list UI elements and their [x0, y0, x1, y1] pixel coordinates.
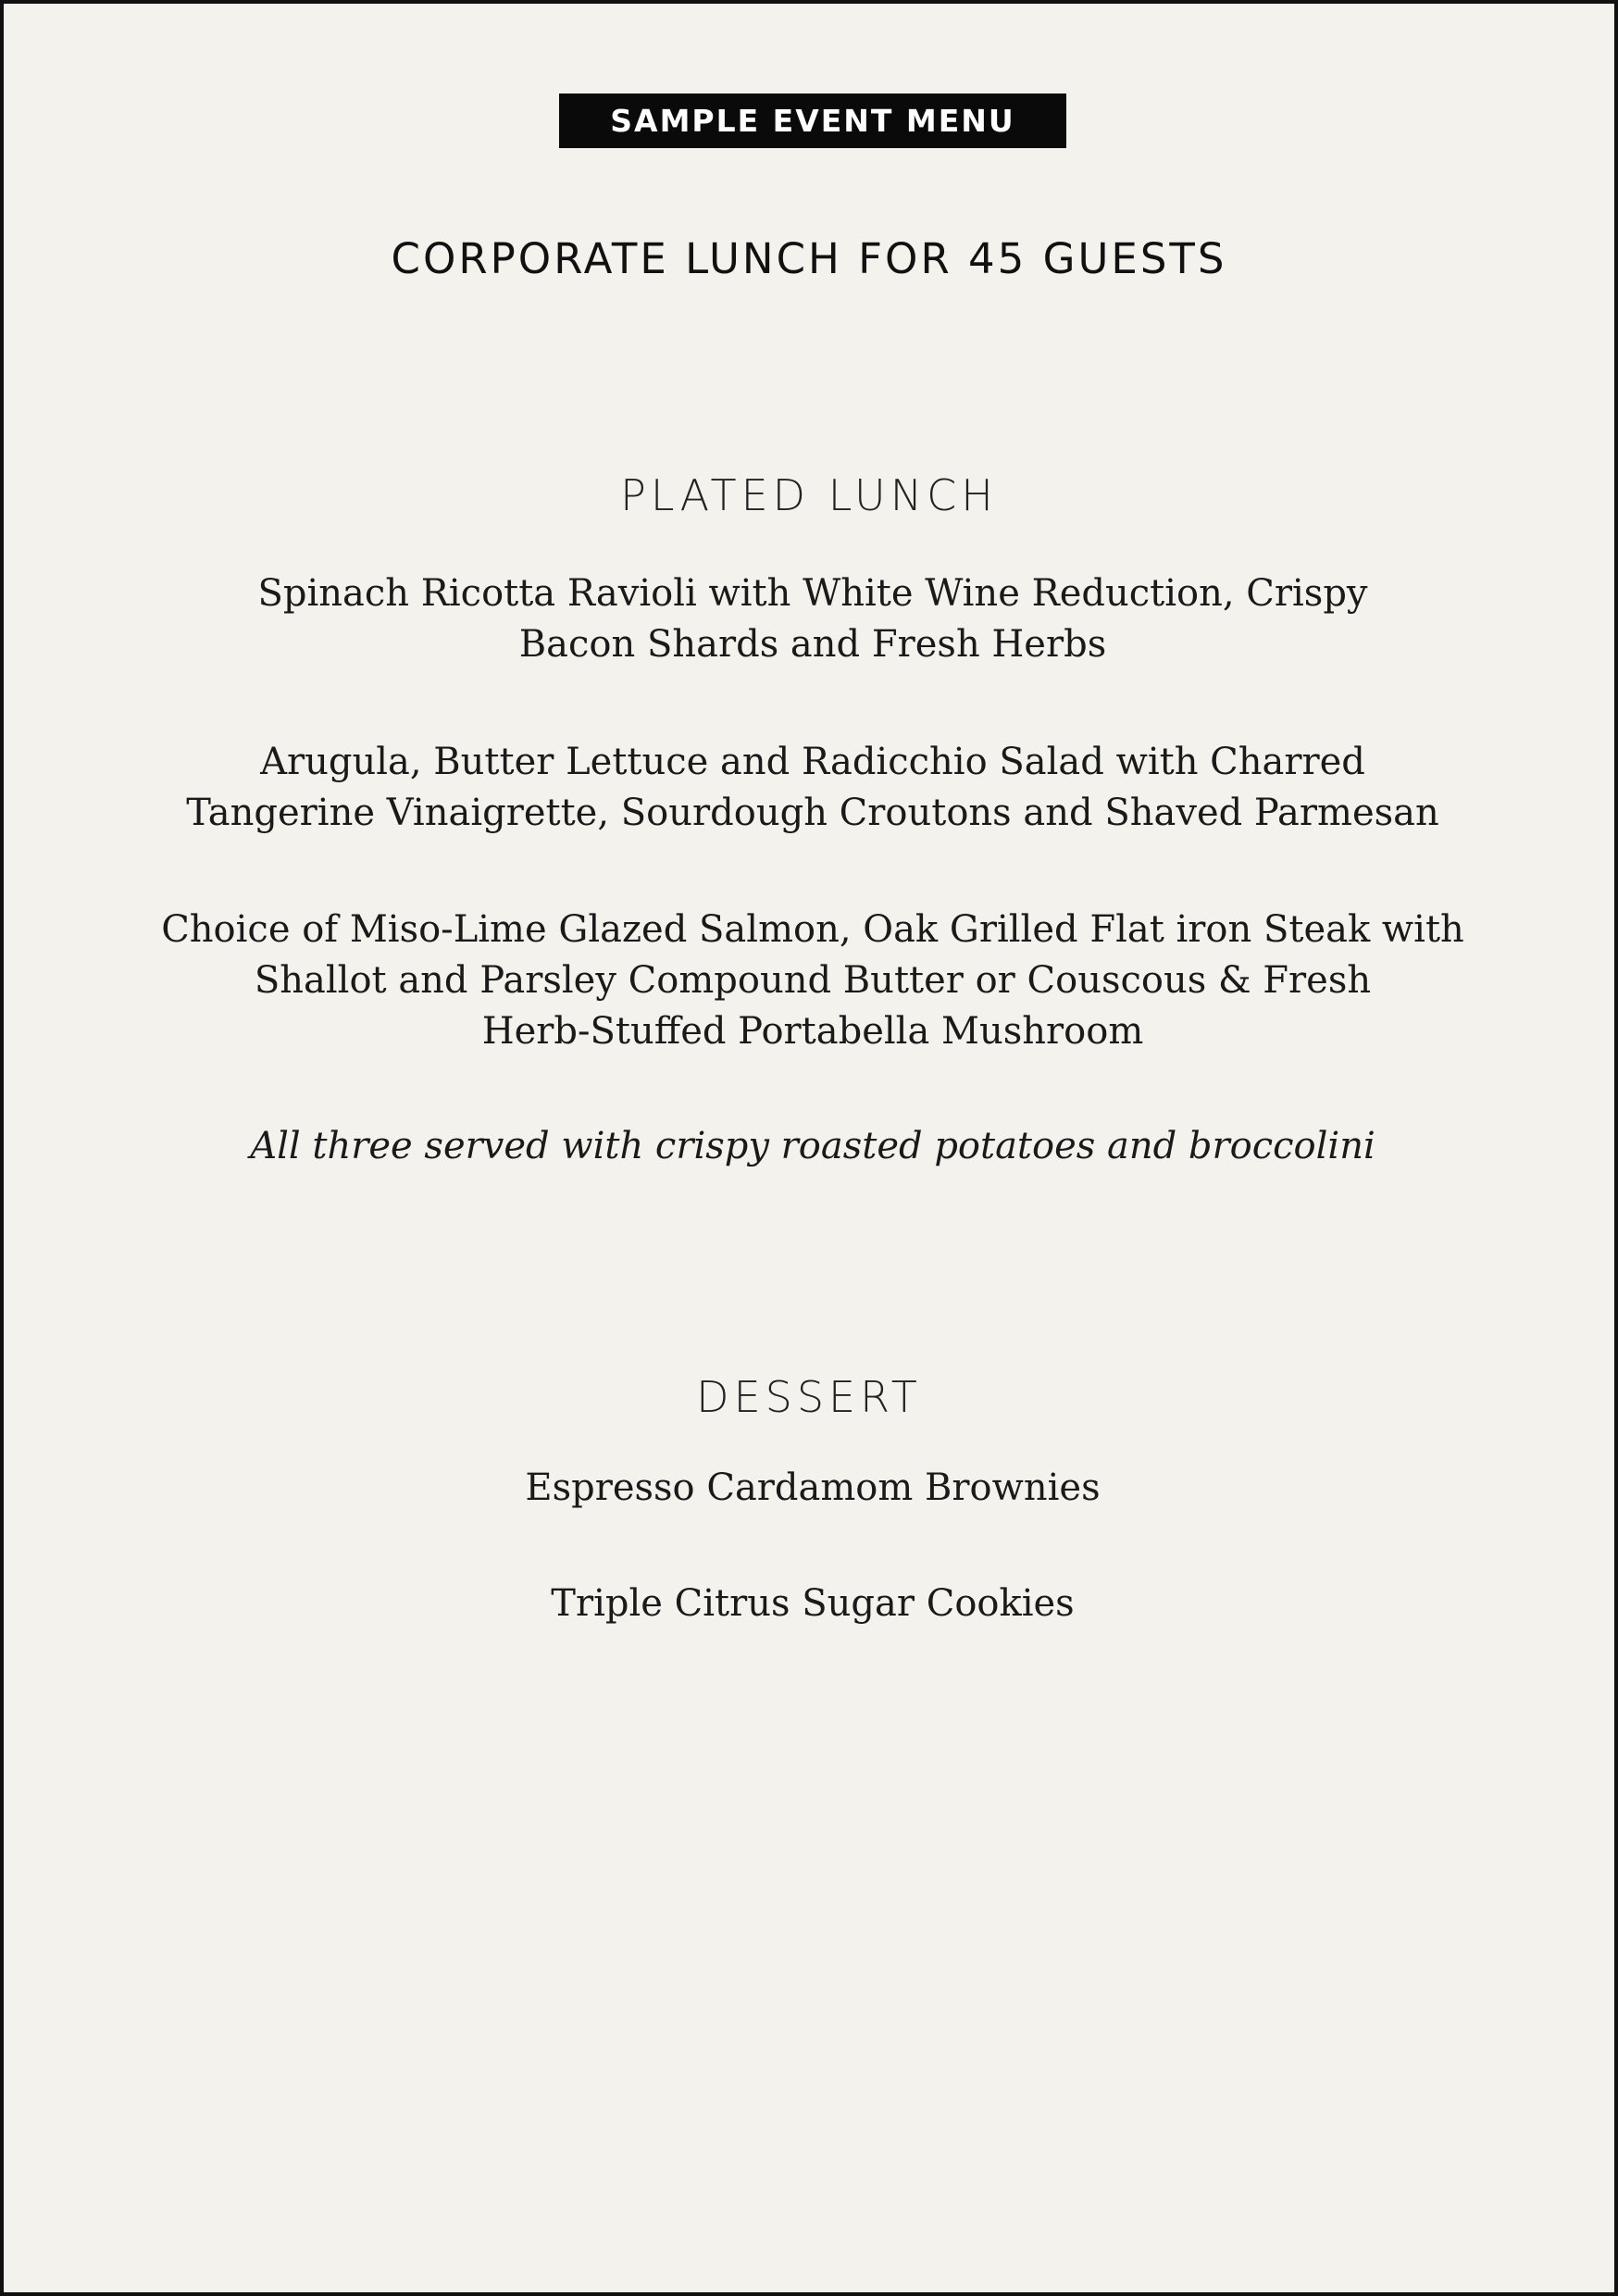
menu-item-line: Choice of Miso-Lime Glazed Salmon, Oak Grilled Flat iron Steak with [161, 908, 1464, 951]
dessert-item-cookies: Triple Citrus Sugar Cookies [551, 1582, 1075, 1625]
menu-item-line: Herb-Stuffed Portabella Mushroom [481, 1010, 1144, 1053]
menu-item-line: Arugula, Butter Lettuce and Radicchio Salad with Charred [260, 741, 1365, 783]
menu-label-badge: SAMPLE EVENT MENU [559, 94, 1066, 148]
menu-item-salad [143, 737, 1483, 839]
menu-item-entree-choice [143, 905, 1483, 1057]
menu-item-ravioli [143, 568, 1483, 670]
section-heading-plated-lunch: PLATED LUNCH [620, 470, 998, 520]
section-heading-dessert: DESSERT [696, 1372, 922, 1422]
menu-item-line: Spinach Ricotta Ravioli with White Wine Reduction, Crispy [257, 572, 1368, 615]
menu-item-line: Shallot and Parsley Compound Butter or Couscous & Fresh [254, 959, 1372, 1002]
dessert-item-brownies: Espresso Cardamom Brownies [525, 1466, 1101, 1509]
menu-item-line: Tangerine Vinaigrette, Sourdough Croutons and Shaved Parmesan [186, 792, 1439, 834]
menu-note: All three served with crispy roasted potatoes and broccolini [250, 1125, 1375, 1167]
event-title: CORPORATE LUNCH FOR 45 GUESTS [391, 234, 1227, 283]
menu-item-line: Bacon Shards and Fresh Herbs [518, 623, 1107, 666]
